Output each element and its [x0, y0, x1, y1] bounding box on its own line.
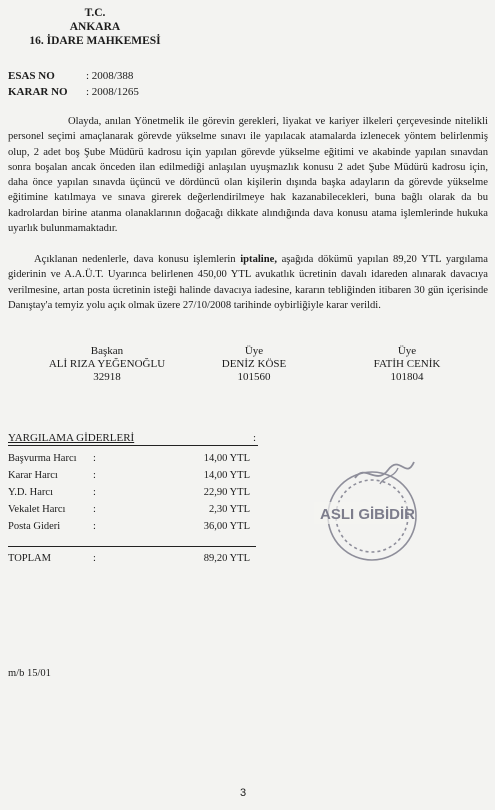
- footer-reference: m/b 15/01: [8, 668, 51, 679]
- stamp-seal-graphic: [310, 458, 430, 568]
- expenses-title-colon: :: [252, 432, 256, 444]
- signature-president: [22, 345, 192, 384]
- expense-value: 22,90 YTL: [203, 487, 250, 498]
- expense-row: [8, 502, 250, 517]
- expense-label: Başvurma Harcı: [8, 453, 77, 464]
- karar-value: : 2008/1265: [86, 86, 139, 98]
- expense-label: Posta Gideri: [8, 521, 61, 532]
- paragraph-1: Olayda, anılan Yönetmelik ile görevin gerekleri, liyakat ve kariyer ilkeleri çerçevesinde nitelikli personel seçimi amaçlanarak görevde yükselme sınavı ile yapılacak atamalarda izlenecek yöntem belirlenmiş olup, 2 adet boş Şube Müdürü kadrosu için yapılan görevde yükselme eğitimi ve akabinde yapılan sınavdan sonra boşalan ancak önceden ilan edilmediği anlaşılan uyuşmazlık konusu 2 adet Şube Müdürü kadrosu için, daha önce yapılan sınavda üçüncü ve dördüncü olan kişilerin dışında başka adayların da görevde yükselme eğitimine katılmaya ve sınava girerek değerlendirilmeye hak kazanabilecekleri, buna bağlı olarak da bu kadrolardan birine atanma olanaklarının doğacağı dikkate alındığında dava konusu atama işlemlerinde hukuka uyarlık bulunmamaktadır.: [8, 116, 488, 235]
- expense-value: 14,00 YTL: [203, 453, 250, 464]
- signature-role: Üye: [244, 345, 264, 357]
- expense-colon: :: [93, 470, 96, 481]
- total-divider: [8, 546, 256, 547]
- stamp-text: ASLI GİBİDİR: [320, 506, 416, 523]
- signature-role: Başkan: [90, 345, 124, 357]
- karar-no: [8, 86, 139, 98]
- signature-name: ALİ RIZA YEĞENOĞLU: [48, 358, 166, 370]
- page-number: 3: [240, 787, 247, 799]
- paragraph-2: [8, 252, 488, 313]
- court-header: [0, 6, 190, 48]
- expense-colon: :: [93, 521, 96, 532]
- total-colon: :: [93, 553, 96, 564]
- expenses-title-text: YARGILAMA GİDERLERİ: [8, 432, 135, 444]
- expense-label: Karar Harcı: [8, 470, 58, 481]
- signature-member-2: [322, 345, 492, 384]
- expense-total-row: [8, 551, 250, 566]
- signature-number: 101560: [237, 371, 271, 383]
- signature-number: 32918: [93, 371, 121, 383]
- expense-value: 2,30 YTL: [208, 504, 250, 515]
- signature-name: FATİH CENİK: [373, 358, 441, 370]
- expense-label: Y.D. Harcı: [8, 487, 54, 498]
- header-tc: T.C.: [84, 7, 106, 19]
- esas-label: ESAS NO: [8, 70, 55, 82]
- expenses-title: [8, 432, 258, 446]
- paragraph-2-start: Açıklanan nedenlerle, dava konusu işlemlerin: [34, 254, 241, 265]
- expense-row: [8, 451, 250, 466]
- expense-row: [8, 519, 250, 534]
- expense-colon: :: [93, 504, 96, 515]
- certified-copy-stamp: [310, 458, 430, 568]
- signature-role: Üye: [397, 345, 417, 357]
- expense-value: 36,00 YTL: [203, 521, 250, 532]
- signature-number: 101804: [390, 371, 424, 383]
- total-label: TOPLAM: [8, 553, 51, 564]
- signature-name: DENİZ KÖSE: [221, 358, 287, 370]
- expense-value: 14,00 YTL: [203, 470, 250, 481]
- expense-label: Vekalet Harcı: [8, 504, 66, 515]
- expense-row: [8, 485, 250, 500]
- expense-row: [8, 468, 250, 483]
- paragraph-2-decision: iptaline,: [240, 254, 277, 265]
- total-value: 89,20 YTL: [203, 553, 250, 564]
- signature-member-1: [169, 345, 339, 384]
- header-court: 16. İDARE MAHKEMESİ: [29, 35, 161, 47]
- esas-value: : 2008/388: [86, 70, 134, 82]
- header-city: ANKARA: [69, 21, 121, 33]
- expense-colon: :: [93, 487, 96, 498]
- esas-no: [8, 70, 133, 82]
- karar-label: KARAR NO: [8, 86, 68, 98]
- expense-colon: :: [93, 453, 96, 464]
- paragraph-2-rest: aşağıda dökümü yapılan 89,20 YTL yargılama giderinin ve A.A.Ü.T. Uyarınca belirlenen 450,00 YTL avukatlık ücretinin davalı idareden alınarak davacıya verilmesine, artan posta ücretinin isteği halinde davacıya iadesine, kararın tebliğinden itibaren 30 gün içerisinde Danıştay'a temyiz yolu açık olmak üzere 27/10/2008 tarihinde oybirliğiyle karar verildi.: [8, 254, 488, 311]
